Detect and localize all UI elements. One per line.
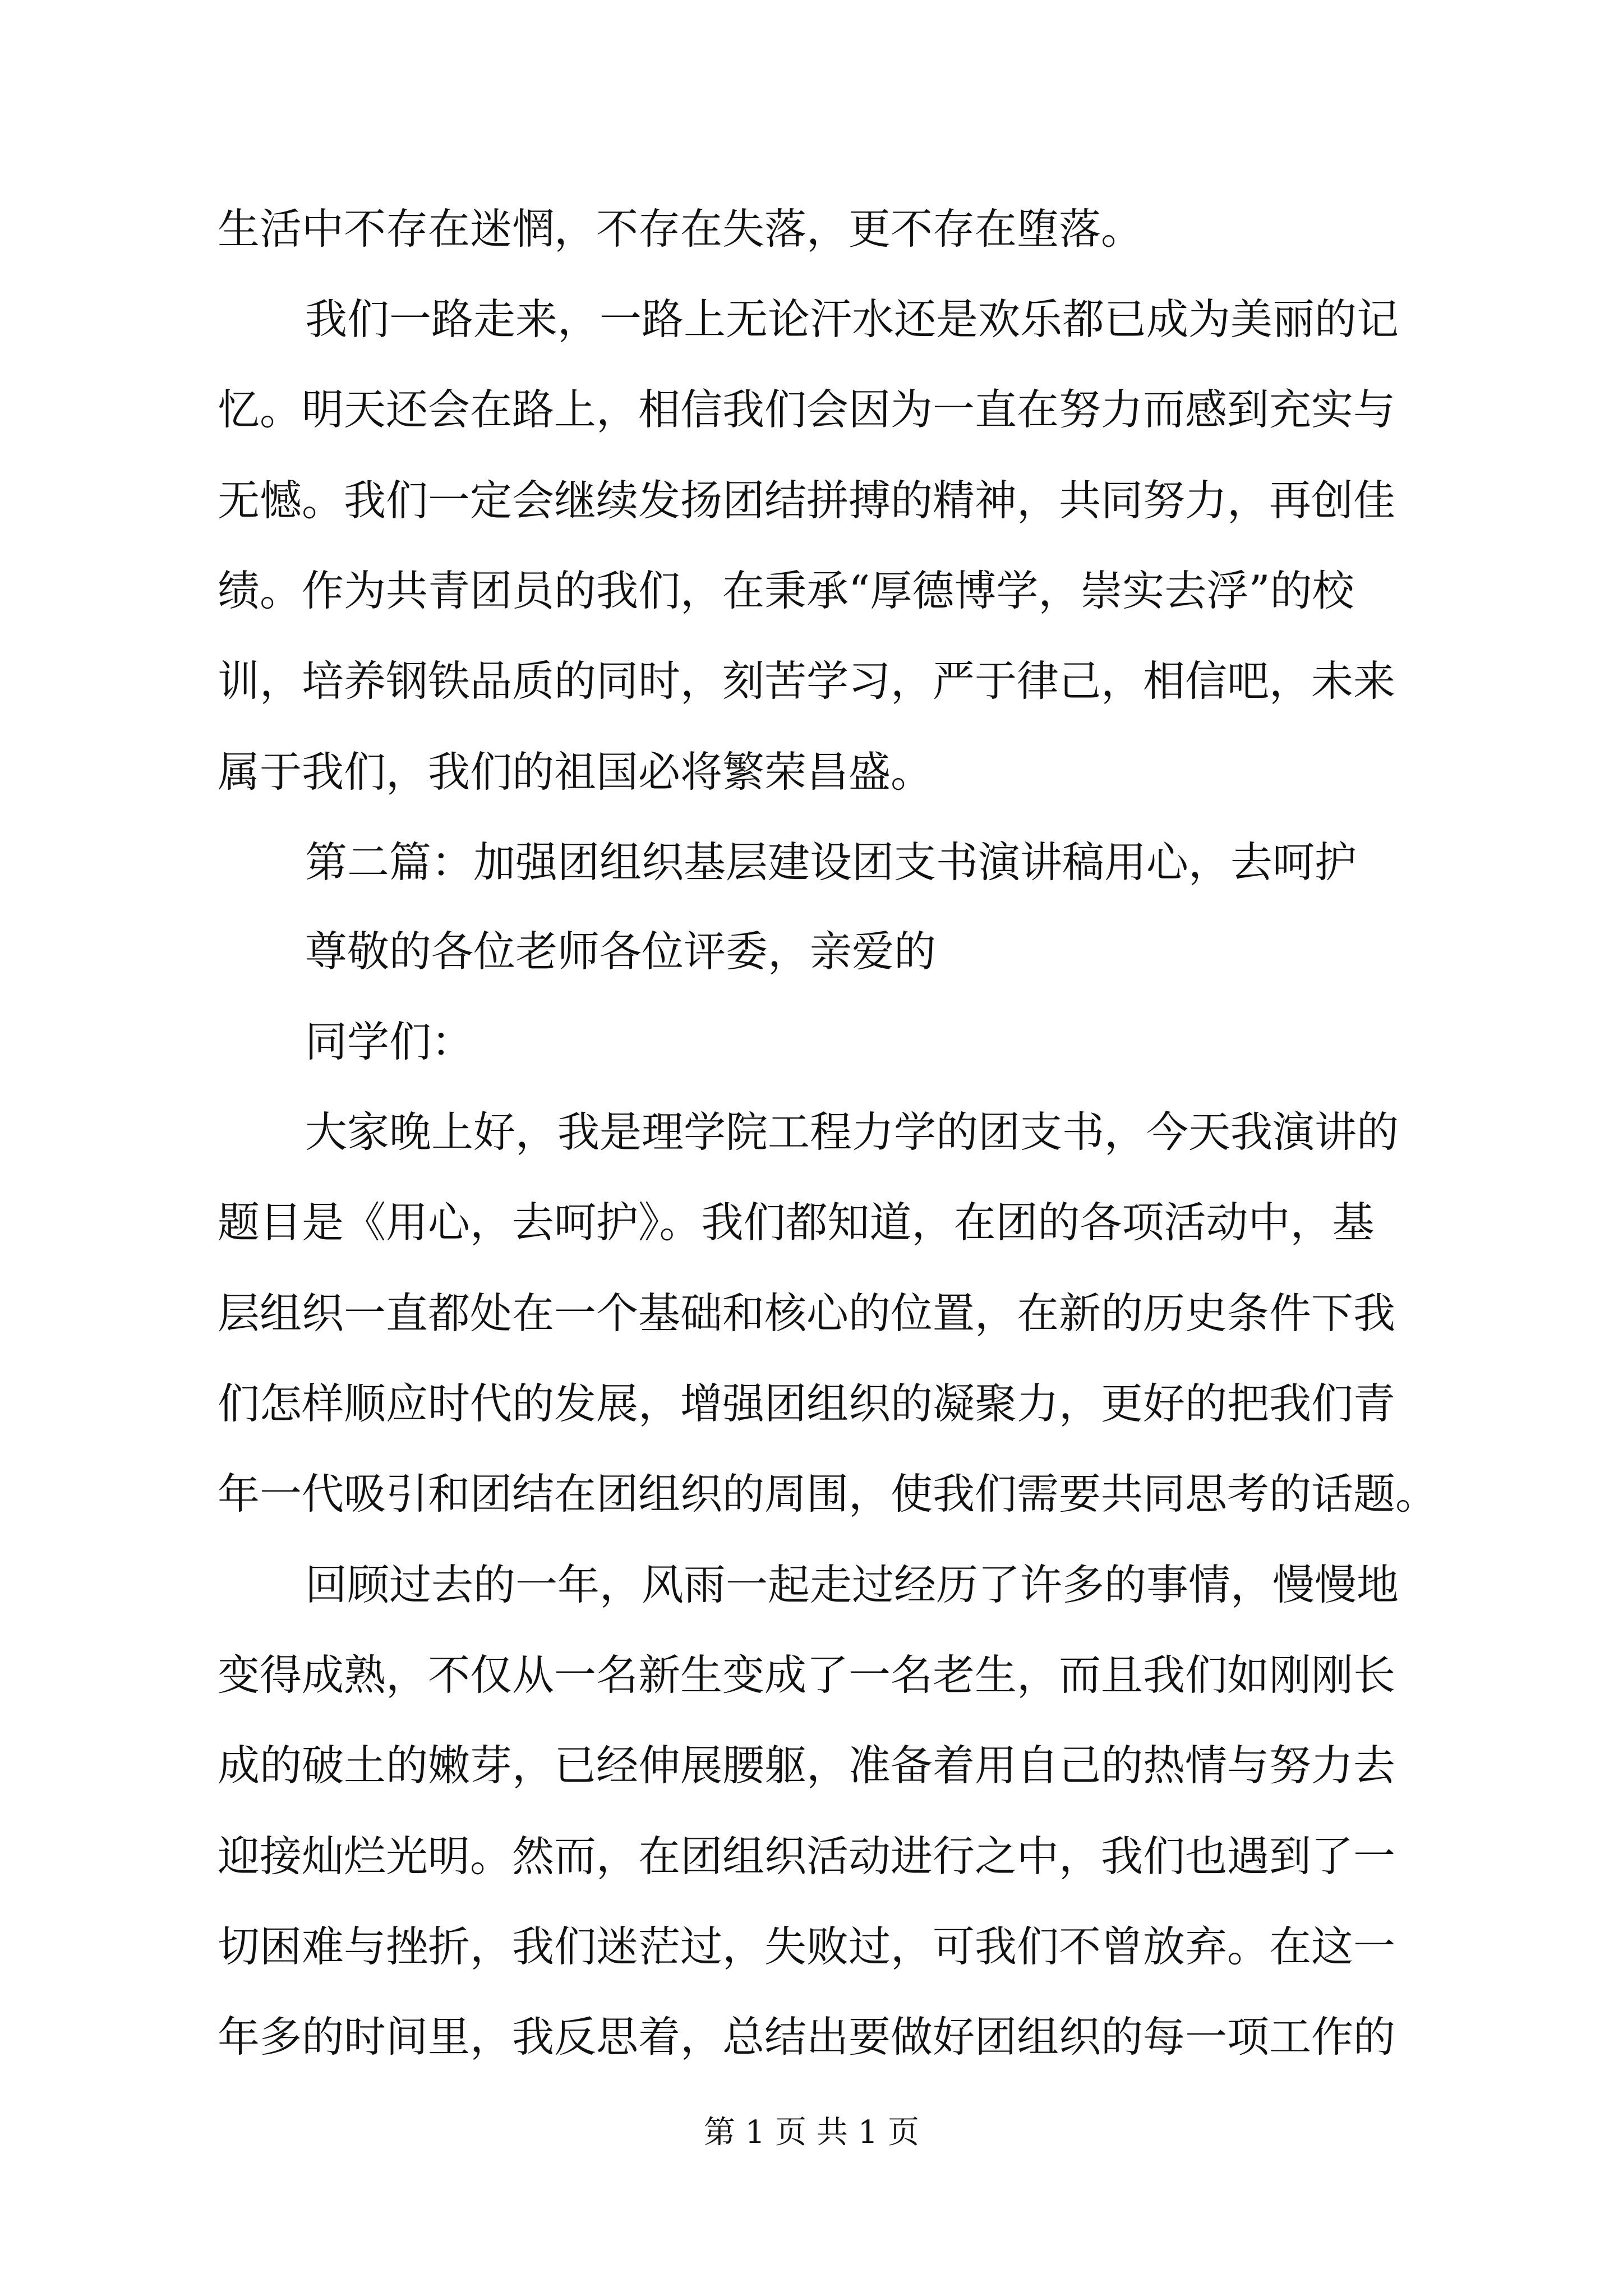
page-number: 第 1 页 共 1 页 <box>703 2114 920 2151</box>
paragraph-line: 题目是《用心，去呵护》。我们都知道，在团的各项活动中，基 <box>218 1198 1375 1247</box>
paragraph-line: 我们一路走来，一路上无论汗水还是欢乐都已成为美丽的记 <box>305 295 1399 344</box>
paragraph-line: 大家晚上好，我是理学院工程力学的团支书，今天我演讲的 <box>305 1107 1399 1157</box>
paragraph-line: 年多的时间里，我反思着，总结出要做好团组织的每一项工作的 <box>218 2012 1396 2062</box>
paragraph-line: 切困难与挫折，我们迷茫过，失败过，可我们不曾放弃。在这一 <box>218 1922 1396 1971</box>
paragraph-line: 无憾。我们一定会继续发扬团结拼搏的精神，共同努力，再创佳 <box>218 476 1396 525</box>
paragraph-line: 变得成熟，不仅从一名新生变成了一名老生，而且我们如刚刚长 <box>218 1650 1396 1700</box>
salutation-line: 同学们： <box>305 1017 474 1066</box>
paragraph-line: 生活中不存在迷惘，不存在失落，更不存在堕落。 <box>218 204 1144 254</box>
paragraph-line: 迎接灿烂光明。然而，在团组织活动进行之中，我们也遇到了一 <box>218 1832 1396 1881</box>
paragraph-line: 年一代吸引和团结在团组织的周围，使我们需要共同思考的话题。 <box>218 1469 1438 1519</box>
paragraph-line: 绩。作为共青团员的我们，在秉承“厚德博学，崇实去浮”的校 <box>218 566 1354 615</box>
paragraph-line: 回顾过去的一年，风雨一起走过经历了许多的事情，慢慢地 <box>305 1560 1399 1609</box>
paragraph-line: 层组织一直都处在一个基础和核心的位置，在新的历史条件下我 <box>218 1289 1396 1338</box>
paragraph-line: 属于我们，我们的祖国必将繁荣昌盛。 <box>218 747 933 797</box>
paragraph-line: 训，培养钢铁品质的同时，刻苦学习，严于律己，相信吧，未来 <box>218 656 1396 706</box>
section-heading: 第二篇：加强团组织基层建设团支书演讲稿用心，去呵护 <box>305 838 1357 887</box>
paragraph-line: 成的破土的嫩芽，已经伸展腰躯，准备着用自己的热情与努力去 <box>218 1741 1396 1790</box>
paragraph-line: 忆。明天还会在路上，相信我们会因为一直在努力而感到充实与 <box>218 385 1396 434</box>
paragraph-line: 们怎样顺应时代的发展，增强团组织的凝聚力，更好的把我们青 <box>218 1379 1396 1428</box>
salutation-line: 尊敬的各位老师各位评委，亲爱的 <box>305 927 937 976</box>
